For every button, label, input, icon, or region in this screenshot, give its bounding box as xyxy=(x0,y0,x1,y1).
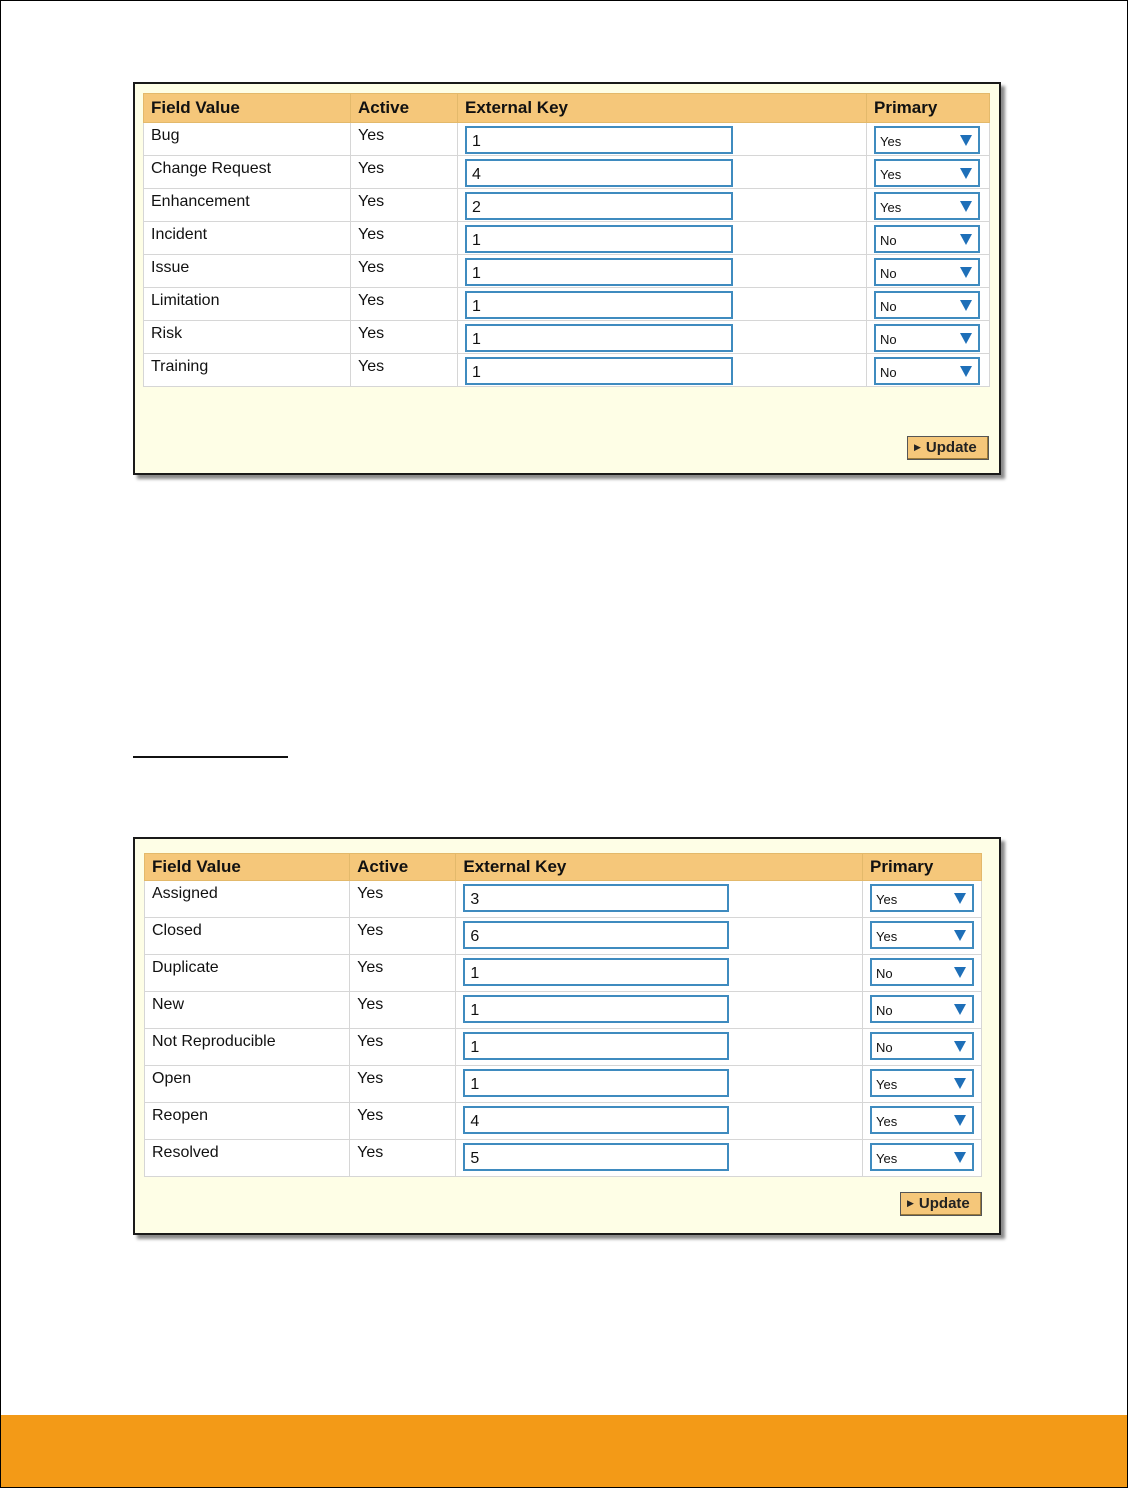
dropdown-arrow-icon xyxy=(954,930,966,941)
field-value-cell xyxy=(144,189,351,222)
incident-type-table xyxy=(143,93,990,387)
external-key-input[interactable] xyxy=(463,1032,729,1060)
dropdown-arrow-icon xyxy=(954,1004,966,1015)
primary-select[interactable] xyxy=(870,1106,974,1134)
field-value-label: Bug xyxy=(151,127,180,144)
active-value: Yes xyxy=(357,996,384,1013)
external-key-cell xyxy=(458,321,867,354)
play-icon: ▶ xyxy=(907,1198,914,1208)
field-value-label: Reopen xyxy=(152,1107,209,1124)
header-external-key: External Key xyxy=(458,94,867,123)
external-key-cell xyxy=(456,918,863,955)
primary-select-value: No xyxy=(880,299,897,314)
active-value: Yes xyxy=(358,226,385,243)
field-value-cell xyxy=(145,1029,350,1066)
primary-select-value: Yes xyxy=(876,1077,898,1092)
header-primary: Primary xyxy=(863,854,982,881)
field-value-label: Enhancement xyxy=(151,193,250,210)
primary-select-value: No xyxy=(880,365,897,380)
field-value-label: Change Request xyxy=(151,160,272,177)
primary-select-value: No xyxy=(876,1040,893,1055)
external-key-cell xyxy=(456,881,863,918)
primary-select[interactable] xyxy=(874,357,980,385)
primary-cell xyxy=(863,1140,982,1177)
table-header-row xyxy=(144,94,990,123)
primary-select[interactable] xyxy=(874,291,980,319)
header-external-key: External Key xyxy=(456,854,863,881)
primary-cell xyxy=(863,918,982,955)
field-value-cell xyxy=(145,992,350,1029)
external-key-input[interactable] xyxy=(465,159,733,187)
field-value-cell xyxy=(144,156,351,189)
primary-cell xyxy=(863,1066,982,1103)
primary-select[interactable] xyxy=(870,921,974,949)
table-row xyxy=(144,255,990,288)
primary-select-value: Yes xyxy=(876,929,898,944)
active-value: Yes xyxy=(358,127,385,144)
dropdown-arrow-icon xyxy=(960,234,972,245)
active-value: Yes xyxy=(357,885,384,902)
field-value-label: Incident xyxy=(151,226,208,243)
external-key-cell xyxy=(456,1103,863,1140)
primary-select[interactable] xyxy=(870,1069,974,1097)
primary-select-value: No xyxy=(876,966,893,981)
active-value: Yes xyxy=(357,959,384,976)
external-key-input[interactable] xyxy=(463,1106,729,1134)
incident-type-mapping-panel xyxy=(133,82,1001,475)
dropdown-arrow-icon xyxy=(960,267,972,278)
primary-cell xyxy=(867,222,990,255)
footer-bar xyxy=(1,1415,1127,1487)
dropdown-arrow-icon xyxy=(954,1078,966,1089)
dropdown-arrow-icon xyxy=(954,1041,966,1052)
update-button[interactable] xyxy=(907,436,989,460)
primary-cell xyxy=(867,288,990,321)
active-cell xyxy=(350,955,456,992)
primary-select-value: No xyxy=(880,266,897,281)
primary-select[interactable] xyxy=(874,324,980,352)
table-row xyxy=(145,1103,982,1140)
field-value-cell xyxy=(145,955,350,992)
field-value-label: Not Reproducible xyxy=(152,1033,276,1050)
field-value-cell xyxy=(144,288,351,321)
table-row xyxy=(144,288,990,321)
dropdown-arrow-icon xyxy=(960,135,972,146)
external-key-cell xyxy=(458,288,867,321)
external-key-input[interactable] xyxy=(465,324,733,352)
external-key-cell xyxy=(458,255,867,288)
external-key-input[interactable] xyxy=(463,1143,729,1171)
primary-select-value: No xyxy=(876,1003,893,1018)
external-key-input[interactable] xyxy=(465,291,733,319)
table-row xyxy=(145,992,982,1029)
external-key-input[interactable] xyxy=(465,258,733,286)
active-value: Yes xyxy=(358,259,385,276)
dropdown-arrow-icon xyxy=(954,967,966,978)
active-cell xyxy=(351,123,458,156)
primary-cell xyxy=(863,1029,982,1066)
table-row xyxy=(144,321,990,354)
incident-status-mapping-panel xyxy=(133,837,1001,1235)
field-value-label: Limitation xyxy=(151,292,220,309)
active-cell xyxy=(350,1066,456,1103)
field-value-label: New xyxy=(152,996,185,1013)
external-key-cell xyxy=(458,123,867,156)
external-key-input[interactable] xyxy=(463,1069,729,1097)
table-row xyxy=(145,1029,982,1066)
dropdown-arrow-icon xyxy=(954,1115,966,1126)
table-row xyxy=(144,156,990,189)
update-button-label: Update xyxy=(925,439,977,456)
external-key-cell xyxy=(458,156,867,189)
table-row xyxy=(145,1066,982,1103)
active-value: Yes xyxy=(358,193,385,210)
field-value-cell xyxy=(144,123,351,156)
external-key-input[interactable] xyxy=(465,192,733,220)
primary-select-value: Yes xyxy=(880,134,902,149)
active-value: Yes xyxy=(358,358,385,375)
active-value: Yes xyxy=(357,922,384,939)
primary-cell xyxy=(863,881,982,918)
primary-select-value: Yes xyxy=(876,1114,898,1129)
table-row xyxy=(144,222,990,255)
table-row xyxy=(144,354,990,387)
table-header-row xyxy=(145,854,982,881)
primary-select-value: Yes xyxy=(880,167,902,182)
active-cell xyxy=(351,255,458,288)
active-value: Yes xyxy=(357,1033,384,1050)
active-cell xyxy=(351,354,458,387)
active-cell xyxy=(351,189,458,222)
external-key-cell xyxy=(458,222,867,255)
field-value-cell xyxy=(144,321,351,354)
external-key-input[interactable] xyxy=(463,958,729,986)
field-value-label: Closed xyxy=(152,922,202,939)
header-field-value: Field Value xyxy=(144,94,351,123)
field-value-label: Open xyxy=(152,1070,192,1087)
table-row xyxy=(145,881,982,918)
external-key-cell xyxy=(458,354,867,387)
active-cell xyxy=(350,1029,456,1066)
dropdown-arrow-icon xyxy=(954,893,966,904)
dropdown-arrow-icon xyxy=(954,1152,966,1163)
field-value-cell xyxy=(145,881,350,918)
active-value: Yes xyxy=(357,1107,384,1124)
active-value: Yes xyxy=(358,325,385,342)
primary-select[interactable] xyxy=(874,159,980,187)
field-value-label: Training xyxy=(151,358,209,375)
field-value-label: Issue xyxy=(151,259,190,276)
external-key-input[interactable] xyxy=(463,995,729,1023)
primary-select-value: Yes xyxy=(876,892,898,907)
field-value-label: Assigned xyxy=(152,885,218,902)
primary-select-value: Yes xyxy=(876,1151,898,1166)
active-cell xyxy=(351,222,458,255)
external-key-input[interactable] xyxy=(463,884,729,912)
active-cell xyxy=(350,1103,456,1140)
field-value-label: Duplicate xyxy=(152,959,219,976)
primary-select-value: No xyxy=(880,233,897,248)
field-value-label: Resolved xyxy=(152,1144,219,1161)
primary-select-value: No xyxy=(880,332,897,347)
external-key-input[interactable] xyxy=(463,921,729,949)
active-cell xyxy=(350,992,456,1029)
table-body xyxy=(144,123,990,387)
header-active: Active xyxy=(350,854,456,881)
header-active: Active xyxy=(351,94,458,123)
external-key-input[interactable] xyxy=(465,357,733,385)
table-row xyxy=(145,918,982,955)
update-button[interactable] xyxy=(900,1192,982,1216)
section-heading-underline xyxy=(133,756,288,758)
field-value-cell xyxy=(144,255,351,288)
update-button-label: Update xyxy=(918,1195,970,1212)
header-field-value: Field Value xyxy=(145,854,350,881)
incident-status-table xyxy=(144,853,982,1177)
field-value-cell xyxy=(145,918,350,955)
active-cell xyxy=(350,918,456,955)
dropdown-arrow-icon xyxy=(960,333,972,344)
primary-cell xyxy=(867,354,990,387)
field-value-label: Risk xyxy=(151,325,183,342)
dropdown-arrow-icon xyxy=(960,300,972,311)
active-cell xyxy=(351,288,458,321)
primary-cell xyxy=(867,321,990,354)
table-row xyxy=(144,123,990,156)
external-key-input[interactable] xyxy=(465,126,733,154)
primary-cell xyxy=(867,156,990,189)
primary-select[interactable] xyxy=(870,1143,974,1171)
primary-select[interactable] xyxy=(870,884,974,912)
external-key-cell xyxy=(456,955,863,992)
table-body xyxy=(145,881,982,1177)
dropdown-arrow-icon xyxy=(960,201,972,212)
dropdown-arrow-icon xyxy=(960,366,972,377)
primary-select-value: Yes xyxy=(880,200,902,215)
active-cell xyxy=(351,156,458,189)
active-cell xyxy=(351,321,458,354)
primary-cell xyxy=(863,955,982,992)
field-value-cell xyxy=(145,1066,350,1103)
primary-cell xyxy=(867,189,990,222)
primary-cell xyxy=(867,123,990,156)
play-icon: ▶ xyxy=(914,442,921,452)
external-key-input[interactable] xyxy=(465,225,733,253)
header-primary: Primary xyxy=(867,94,990,123)
table-row xyxy=(145,1140,982,1177)
dropdown-arrow-icon xyxy=(960,168,972,179)
primary-select[interactable] xyxy=(870,995,974,1023)
primary-select[interactable] xyxy=(874,225,980,253)
active-value: Yes xyxy=(358,160,385,177)
active-cell xyxy=(350,881,456,918)
primary-select[interactable] xyxy=(874,192,980,220)
field-value-cell xyxy=(145,1103,350,1140)
table-row xyxy=(145,955,982,992)
external-key-cell xyxy=(456,992,863,1029)
primary-cell xyxy=(863,1103,982,1140)
primary-select[interactable] xyxy=(870,958,974,986)
active-cell xyxy=(350,1140,456,1177)
active-value: Yes xyxy=(357,1070,384,1087)
field-value-cell xyxy=(144,354,351,387)
active-value: Yes xyxy=(358,292,385,309)
external-key-cell xyxy=(456,1029,863,1066)
field-value-cell xyxy=(144,222,351,255)
field-value-cell xyxy=(145,1140,350,1177)
active-value: Yes xyxy=(357,1144,384,1161)
primary-select[interactable] xyxy=(870,1032,974,1060)
external-key-cell xyxy=(456,1140,863,1177)
primary-select[interactable] xyxy=(874,126,980,154)
external-key-cell xyxy=(456,1066,863,1103)
primary-select[interactable] xyxy=(874,258,980,286)
table-row xyxy=(144,189,990,222)
primary-cell xyxy=(867,255,990,288)
external-key-cell xyxy=(458,189,867,222)
primary-cell xyxy=(863,992,982,1029)
